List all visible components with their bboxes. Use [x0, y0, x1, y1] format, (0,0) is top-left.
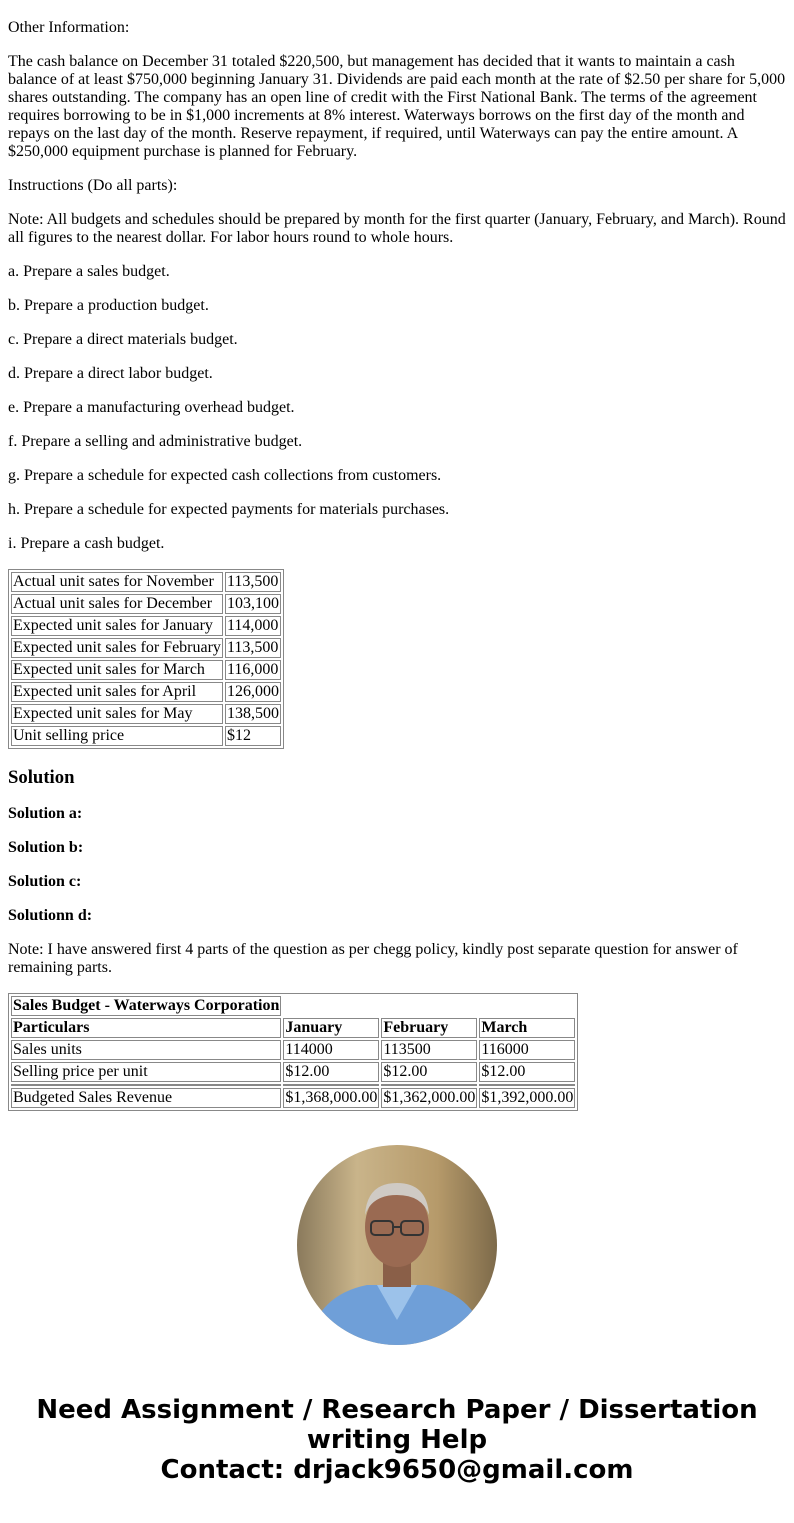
table-row — [11, 1040, 575, 1060]
empty-cell — [381, 1084, 477, 1086]
label-cell: Unit selling price — [11, 726, 223, 746]
value-cell: 113,500 — [225, 572, 281, 592]
part-h: h. Prepare a schedule for expected payments for materials purchases. — [8, 501, 450, 518]
value-cell: 103,100 — [226, 595, 279, 612]
value-cell: 138,500 — [226, 705, 279, 722]
header-cell: March — [479, 1018, 575, 1038]
part-b: b. Prepare a production budget. — [8, 297, 209, 314]
label-cell: Expected unit sales for May — [11, 704, 223, 724]
table-title: Sales Budget - Waterways Corporation — [13, 997, 280, 1014]
instructions-heading: Instructions (Do all parts): — [8, 177, 178, 194]
label-cell: Expected unit sales for January — [11, 616, 223, 636]
instructions-note: Note: All budgets and schedules should be prepared by month for the first quarter (January, February, and March). Round all figures to the nearest dollar. For labor hours round to whole hours. — [8, 211, 786, 246]
empty-row — [11, 1084, 575, 1086]
cell: Selling price per unit — [11, 1062, 281, 1082]
value-cell: $12 — [225, 726, 281, 746]
solution-c: Solution c: — [8, 873, 82, 890]
solution-heading: Solution — [8, 767, 75, 788]
label-cell: Actual unit sates for November — [11, 572, 223, 592]
author-photo — [297, 1145, 497, 1345]
table-row — [11, 638, 281, 658]
cell: 116000 — [479, 1040, 575, 1060]
cell: $12.00 — [479, 1062, 575, 1082]
cell: $12.00 — [283, 1062, 379, 1082]
part-a: a. Prepare a sales budget. — [8, 263, 170, 280]
solution-d: Solutionn d: — [8, 907, 93, 924]
part-f: f. Prepare a selling and administrative budget. — [8, 433, 303, 450]
solution-b: Solution b: — [8, 839, 84, 856]
table-row — [11, 726, 281, 746]
banner-line-1: Need Assignment / Research Paper / Dissertation writing Help — [36, 1395, 758, 1455]
table-row — [11, 660, 281, 680]
solution-a: Solution a: — [8, 805, 83, 822]
other-info-heading: Other Information: — [8, 19, 130, 36]
table-row — [11, 682, 281, 702]
part-g: g. Prepare a schedule for expected cash collections from customers. — [8, 467, 442, 484]
part-d: d. Prepare a direct labor budget. — [8, 365, 213, 382]
table-row — [11, 1062, 575, 1082]
cell: Sales units — [11, 1040, 281, 1060]
cell: $1,392,000.00 — [481, 1089, 574, 1106]
table-row — [11, 572, 281, 592]
table-row — [11, 594, 281, 614]
document — [8, 0, 786, 1485]
label-cell: Actual unit sales for December — [11, 594, 223, 614]
banner-line-2: Contact: drjack9650@gmail.com — [160, 1455, 634, 1485]
header-cell: January — [283, 1018, 379, 1038]
part-i: i. Prepare a cash budget. — [8, 535, 165, 552]
cell: 113500 — [381, 1040, 477, 1060]
table-title-row — [11, 996, 575, 1016]
label-cell: Expected unit sales for April — [11, 682, 223, 702]
cell: $1,362,000.00 — [383, 1089, 476, 1106]
answer-note: Note: I have answered first 4 parts of the question as per chegg policy, kindly post separate question for answer of remaining parts. — [8, 941, 738, 976]
empty-cell — [11, 1084, 281, 1086]
contact-banner — [8, 1395, 786, 1485]
value-cell: 113,500 — [225, 638, 281, 658]
empty-cell — [283, 1084, 379, 1086]
unit-sales-table — [8, 569, 284, 749]
part-c: c. Prepare a direct materials budget. — [8, 331, 238, 348]
empty-cell — [479, 1084, 575, 1086]
label-cell: Expected unit sales for March — [11, 660, 223, 680]
cell: 114000 — [283, 1040, 379, 1060]
other-info-paragraph: The cash balance on December 31 totaled $220,500, but management has decided that it wants to maintain a cash balance of at least $750,000 beginning January 31. Dividends are paid each month at the rate of $2.50 per share for 5,000 shares outstanding. The company has an open line of credit with the First National Bank. The terms of the agreement requires borrowing to be in $1,000 increments at 8% interest. Waterways borrows on the first day of the month and repays on the last day of the month. Reserve repayment, if required, until Waterways can pay the entire amount. A $250,000 equipment purchase is planned for February. — [8, 53, 786, 160]
table-header-row — [11, 1018, 575, 1038]
header-cell: Particulars — [11, 1018, 281, 1038]
part-e: e. Prepare a manufacturing overhead budget. — [8, 399, 295, 416]
cell: Budgeted Sales Revenue — [11, 1088, 281, 1108]
header-cell: February — [381, 1018, 477, 1038]
total-row — [11, 1088, 575, 1108]
value-cell: 126,000 — [226, 683, 279, 700]
label-cell: Expected unit sales for February — [13, 639, 221, 656]
cell: $12.00 — [381, 1062, 477, 1082]
table-row — [11, 704, 281, 724]
sales-budget-table — [8, 993, 578, 1111]
table-row — [11, 616, 281, 636]
value-cell: 116,000 — [225, 660, 281, 680]
value-cell: 114,000 — [225, 616, 281, 636]
cell: $1,368,000.00 — [285, 1089, 378, 1106]
